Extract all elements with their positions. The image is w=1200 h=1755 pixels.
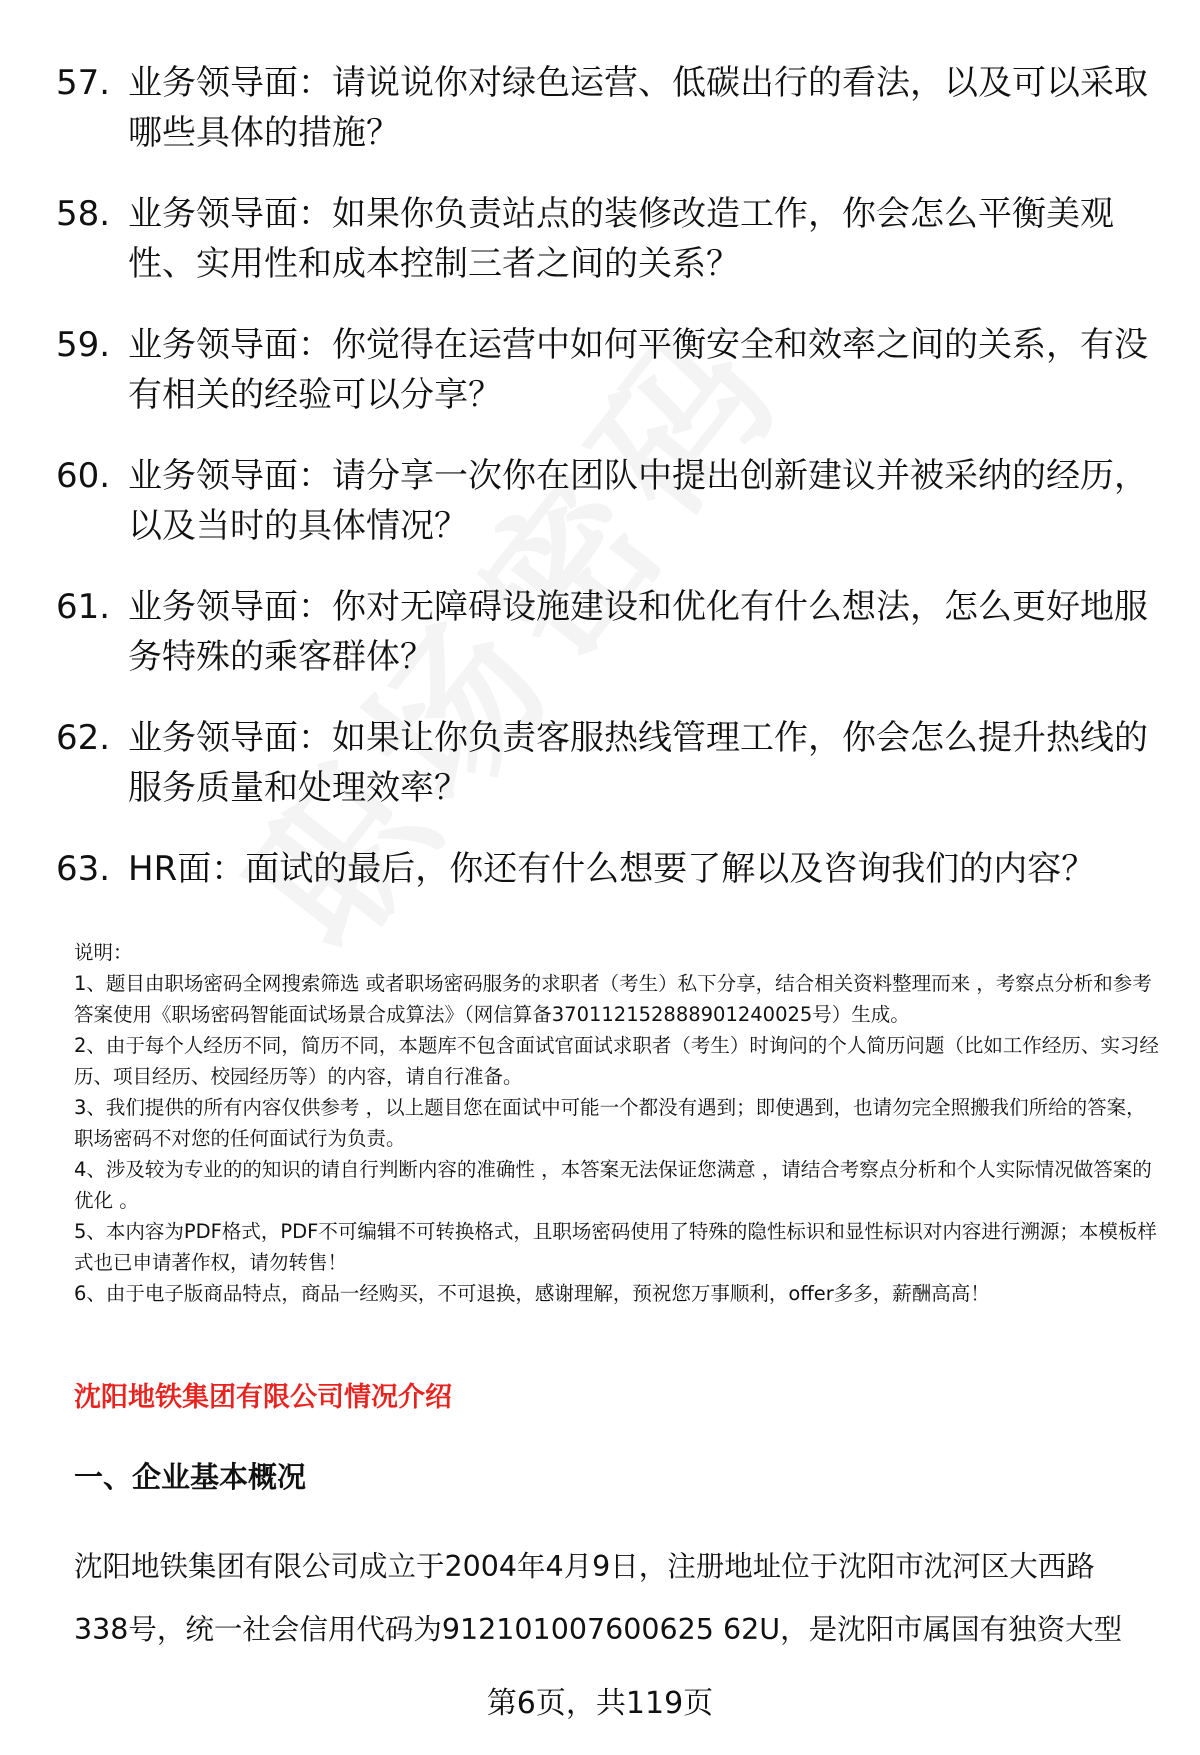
- note-item: 1、题目由职场密码全网搜索筛选 或者职场密码服务的求职者（考生）私下分享，结合相关资料整理而来 ，考察点分析和参考答案使用《职场密码智能面试场景合成算法》（网信算备370112152888901240025号）生成。: [74, 972, 1152, 1026]
- question-item: [56, 451, 1166, 551]
- question-item: [56, 320, 1166, 420]
- note-item: 6、由于电子版商品特点，商品一经购买，不可退换，感谢理解，预祝您万事顺利，offer多多，薪酬高高！: [74, 1282, 990, 1305]
- question-item: [56, 58, 1166, 158]
- question-number: 61.: [56, 587, 111, 627]
- notes-section: [74, 937, 1164, 1309]
- question-item: [56, 582, 1166, 682]
- question-number: 57.: [56, 63, 111, 103]
- note-item: 2、由于每个人经历不同，简历不同，本题库不包含面试官面试求职者（考生）时询问的个人简历问题（比如工作经历、实习经历、项目经历、校园经历等）的内容，请自行准备。: [74, 1034, 1159, 1088]
- question-number: 62.: [56, 718, 111, 758]
- question-text: 业务领导面：你觉得在运营中如何平衡安全和效率之间的关系，有没有相关的经验可以分享？: [128, 325, 1148, 415]
- question-text: HR面：面试的最后，你还有什么想要了解以及咨询我们的内容？: [128, 849, 1096, 889]
- body-paragraph: 沈阳地铁集团有限公司成立于2004年4月9日，注册地址位于沈阳市沈河区大西路338号，统一社会信用代码为912101007600625 62U，是沈阳市属国有独资大型: [74, 1550, 1123, 1646]
- note-item: 5、本内容为PDF格式，PDF不可编辑不可转换格式，且职场密码使用了特殊的隐性标识和显性标识对内容进行溯源；本模板样式也已申请著作权，请勿转售！: [74, 1220, 1157, 1274]
- question-text: 业务领导面：如果你负责站点的装修改造工作，你会怎么平衡美观性、实用性和成本控制三者之间的关系？: [128, 194, 1114, 284]
- question-text: 业务领导面：如果让你负责客服热线管理工作，你会怎么提升热线的服务质量和处理效率？: [128, 718, 1148, 808]
- company-title: 沈阳地铁集团有限公司情况介绍: [74, 1382, 452, 1413]
- question-item: [56, 189, 1166, 289]
- question-number: 63.: [56, 849, 111, 889]
- question-item: [56, 844, 1166, 894]
- note-item: 4、涉及较为专业的的知识的请自行判断内容的准确性 ，本答案无法保证您满意 ，请结合考察点分析和个人实际情况做答案的优化 。: [74, 1158, 1152, 1212]
- notes-heading: 说明：: [74, 941, 133, 964]
- question-text: 业务领导面：请分享一次你在团队中提出创新建议并被采纳的经历，以及当时的具体情况？: [128, 456, 1148, 546]
- question-number: 58.: [56, 194, 111, 234]
- question-text: 业务领导面：你对无障碍设施建设和优化有什么想法，怎么更好地服务特殊的乘客群体？: [128, 587, 1148, 677]
- section-title: 一、企业基本概况: [74, 1460, 307, 1494]
- note-item: 3、我们提供的所有内容仅供参考 ，以上题目您在面试中可能一个都没有遇到；即使遇到，也请勿完全照搬我们所给的答案，职场密码不对您的任何面试行为负责。: [74, 1096, 1146, 1150]
- question-list: [56, 58, 1166, 925]
- question-number: 60.: [56, 456, 111, 496]
- question-item: [56, 713, 1166, 813]
- page-number: 第6页，共119页: [486, 1686, 714, 1721]
- question-text: 业务领导面：请说说你对绿色运营、低碳出行的看法，以及可以采取哪些具体的措施？: [128, 63, 1148, 153]
- question-number: 59.: [56, 325, 111, 365]
